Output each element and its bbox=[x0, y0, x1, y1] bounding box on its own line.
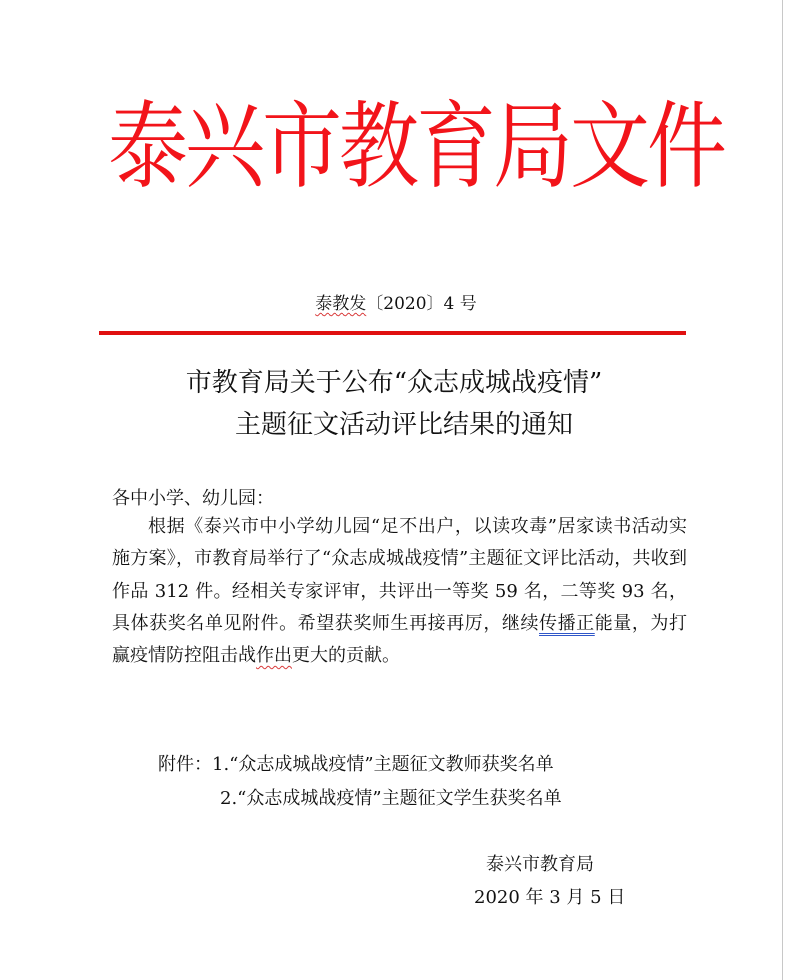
body-underlined-red: 作出 bbox=[256, 645, 292, 667]
signature-org: 泰兴市教育局 bbox=[486, 854, 594, 875]
signature-date: 2020 年 3 月 5 日 bbox=[474, 887, 626, 908]
document-number bbox=[0, 292, 792, 316]
attachment-item-1: 附件：1.“众志成城战疫情”主题征文教师获奖名单 bbox=[158, 754, 554, 775]
masthead-title: 泰兴市教育局文件 bbox=[108, 91, 724, 202]
document-number-rest: 〔2020〕4 号 bbox=[366, 294, 477, 314]
page-edge bbox=[782, 0, 783, 980]
body-text-2: 能量，为打赢疫情防控阻击战 bbox=[112, 612, 688, 667]
body-text-1: 根据《泰兴市中小学幼儿园“足不出户，以读攻毒”居家读书活动实施方案》，市教育局举行了“众志成城战疫情”主题征文评比活动，共收到作品 312 件。经相关专家评审，共评出一等奖 59 名，二等奖 93 名，具体获奖名单见附件。希望获奖师生再接再厉，继续 bbox=[112, 516, 687, 634]
red-divider bbox=[99, 331, 686, 335]
document-number-prefix: 泰教发 bbox=[315, 294, 367, 314]
body-text-3: 更大的贡献。 bbox=[292, 645, 400, 667]
attachment-item-2: 2.“众志成城战疫情”主题征文学生获奖名单 bbox=[220, 788, 562, 809]
body-underlined-blue: 传播正 bbox=[539, 612, 595, 634]
notice-title-line2: 主题征文活动评比结果的通知 bbox=[234, 410, 573, 440]
greeting: 各中小学、幼儿园： bbox=[112, 488, 274, 509]
notice-title-line1: 市教育局关于公布“众志成城战疫情” bbox=[185, 368, 603, 398]
body-paragraph bbox=[112, 511, 687, 672]
